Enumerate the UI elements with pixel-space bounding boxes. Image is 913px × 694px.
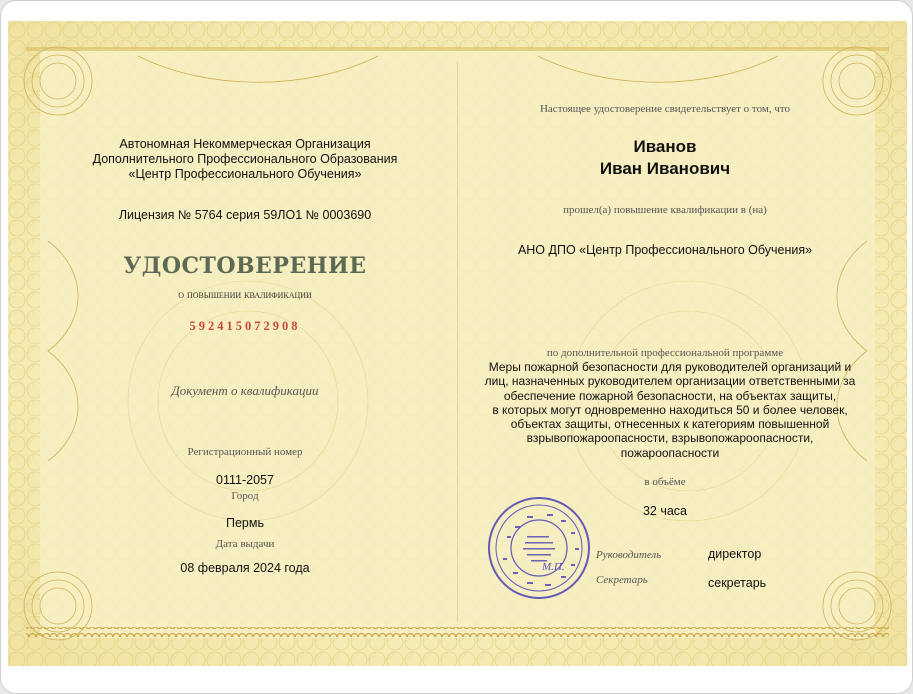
program-line: обеспечение пожарной безопасности, на объектах защиты, bbox=[503, 388, 837, 403]
intro-text: Настоящее удостоверение свидетельствует о том, что bbox=[539, 103, 791, 115]
secretary-value: секретарь bbox=[708, 576, 767, 590]
issue-date-label: Дата выдачи bbox=[215, 538, 275, 550]
city-value: Пермь bbox=[226, 516, 264, 530]
registration-number: 0111-2057 bbox=[216, 473, 274, 487]
issuer-line: Дополнительного Профессионального Образования bbox=[92, 152, 398, 166]
issuer-line: Автономная Некоммерческая Организация bbox=[119, 137, 371, 151]
program-title bbox=[460, 360, 880, 460]
serial-number: 592415072908 bbox=[189, 319, 301, 333]
program-line: в которых могут одновременно находиться 50 и более человек, bbox=[492, 402, 848, 417]
issuer-organization bbox=[70, 137, 420, 182]
head-value: директор bbox=[708, 547, 762, 561]
program-line: объектах защиты, отнесенных к категориям повышенной bbox=[510, 417, 830, 432]
program-line: взрывопожароопасности, взрывопожароопасности, bbox=[526, 431, 814, 446]
holder-surname: Иванов bbox=[633, 137, 697, 156]
volume-value: 32 часа bbox=[642, 504, 688, 518]
city-label: Город bbox=[231, 490, 259, 502]
volume-label: в объёме bbox=[644, 476, 686, 488]
head-label: Руководитель bbox=[596, 549, 662, 561]
passed-label: прошел(а) повышение квалификации в (на) bbox=[563, 204, 767, 216]
secretary-label: Секретарь bbox=[596, 574, 648, 586]
program-line: Меры пожарной безопасности для руководителей организаций и bbox=[488, 360, 852, 374]
document-type: Документ о квалификации bbox=[171, 383, 319, 398]
stamp-mp-text: М.П. bbox=[542, 561, 565, 573]
issuer-line: «Центр Профессионального Обучения» bbox=[128, 167, 362, 181]
registration-label: Регистрационный номер bbox=[187, 446, 303, 458]
license-line: Лицензия № 5764 серия 59ЛО1 № 0003690 bbox=[118, 208, 372, 222]
program-line: пожароопасности bbox=[620, 445, 720, 460]
program-label: по дополнительной профессиональной программе bbox=[546, 347, 784, 359]
certificate-sheet bbox=[8, 21, 907, 666]
institution-name: АНО ДПО «Центр Профессионального Обучения» bbox=[517, 243, 813, 257]
program-line: лиц, назначенных руководителем организации ответственными за bbox=[484, 374, 856, 389]
certificate-title: УДОСТОВЕРЕНИЕ bbox=[123, 253, 367, 279]
organization-seal bbox=[487, 496, 592, 601]
issue-date: 08 февраля 2024 года bbox=[180, 561, 310, 575]
certificate-subtitle: о повышении квалификации bbox=[178, 287, 312, 301]
holder-given-names: Иван Иванович bbox=[599, 159, 731, 178]
